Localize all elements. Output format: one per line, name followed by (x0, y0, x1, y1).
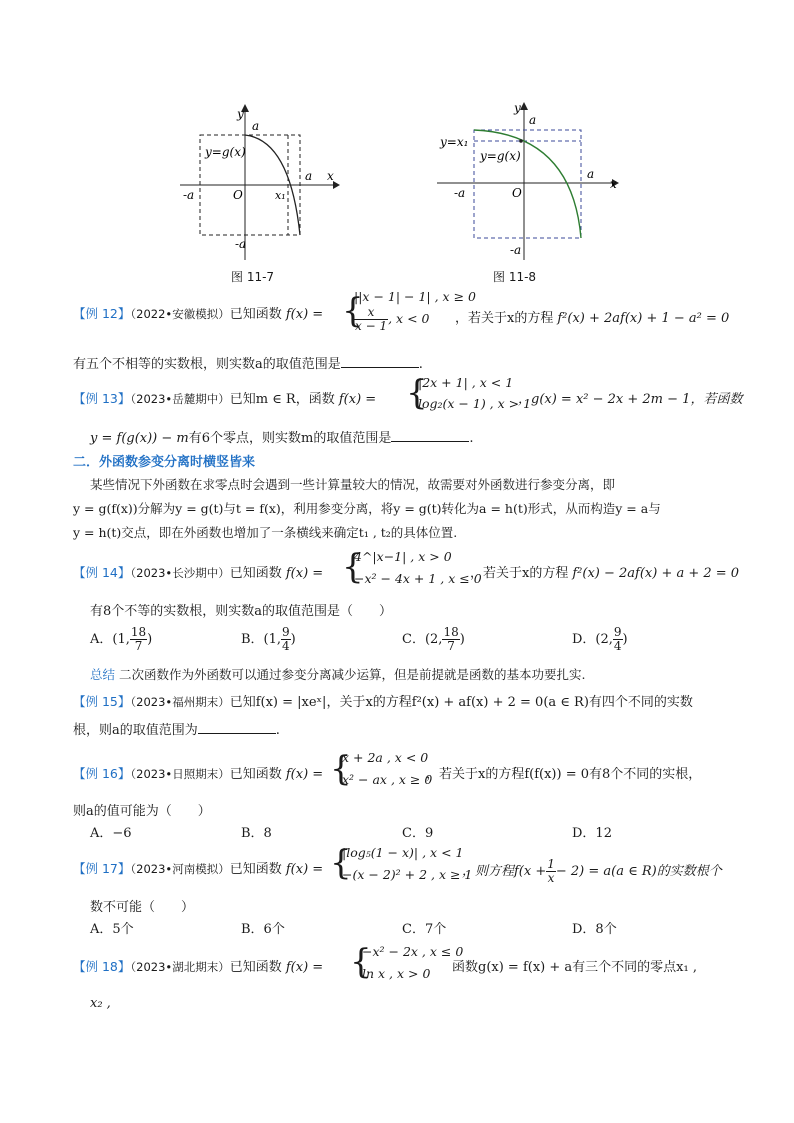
example-14-case-1: 4^|x−1| , x > 0 (354, 549, 452, 564)
example-12-line-1b (455, 307, 729, 326)
answer-blank[interactable] (391, 429, 469, 442)
example-16-tag: 【例 16】 (73, 766, 131, 781)
fig2-a-right: a (587, 167, 595, 181)
example-12-question: 有五个不相等的实数根，则实数a的取值范围是 (73, 357, 341, 372)
example-14-lead: 已知函数 (229, 566, 282, 581)
example-13-line-1: 【例 13】（2023•岳麓期中）已知m ∈ R，函数 f(x) = (73, 391, 377, 407)
section-2-title: 二．外函数参变分离时横竖皆来 (73, 455, 256, 470)
example-12-case-2-cond: , x < 0 (388, 311, 430, 326)
example-14-tag: 【例 14】 (73, 565, 131, 580)
fig1-y-label: y (237, 107, 244, 121)
option-num: 9 (282, 625, 290, 639)
option-den: 4 (282, 639, 290, 653)
example-12-lead: 已知函数 (229, 307, 282, 322)
example-17-mid-b: − 2) = a(a ∈ R)的实数根个 (555, 864, 722, 879)
option-close: ) (147, 632, 153, 647)
fig2-neg-a-bottom: -a (510, 243, 522, 257)
example-17-lead: 已知函数 (229, 862, 282, 877)
figure-11-7-caption: 图 11-7 (231, 270, 275, 284)
example-14-line-1: 【例 14】（2023•长沙期中）已知函数 f(x) = (73, 565, 324, 581)
option-close: ) (622, 632, 628, 647)
fig2-curve-label: y=g(x) (480, 149, 521, 163)
fig2-neg-a-left: -a (454, 186, 466, 200)
example-12-case-2-den: x − 1 (355, 319, 388, 333)
figure-11-7 (175, 100, 345, 275)
option-label: B．(1, (241, 632, 282, 647)
example-13-line-2 (90, 427, 474, 446)
section-2-paragraph-2: y = g(f(x))分解为y = g(t)与t = f(x)，利用参变分离，将y = g(t)转化为a = h(t)形式，从而构造y = a与 (73, 501, 661, 516)
example-18-mid: 函数g(x) = f(x) + a有三个不同的零点x₁ , (452, 960, 697, 975)
example-18-source: （2023•湖北期末） (130, 960, 230, 974)
example-17-brace: { (330, 843, 352, 883)
fig1-origin: O (233, 188, 243, 202)
fig1-curve-label: y=g(x) (205, 145, 246, 159)
example-18-line-1: 【例 18】（2023•湖北期末）已知函数 f(x) = (73, 959, 324, 975)
example-16-case-1: x + 2a , x < 0 (342, 750, 429, 765)
example-18-case-2: ln x , x > 0 (362, 966, 431, 981)
example-12-case-2-num: x (354, 306, 388, 320)
example-15-end: . (275, 723, 280, 738)
option-num: 18 (443, 625, 459, 639)
example-12-brace: { (342, 291, 364, 331)
example-14-mid: ，若关于x的方程 (470, 566, 569, 581)
example-12-case-2 (354, 306, 429, 333)
example-17-case-2: −(x − 2)² + 2 , x ≥ 1 (342, 867, 473, 882)
option-den: 7 (447, 639, 455, 653)
example-15-line-2 (73, 719, 280, 738)
example-16-option-d[interactable]: D．12 (572, 826, 612, 841)
example-18-case-1: −x² − 2x , x ≤ 0 (362, 944, 464, 959)
section-2-paragraph-1: 某些情况下外函数在求零点时会遇到一些计算量较大的情况，故需要对外函数进行参变分离，即 (90, 477, 616, 492)
example-14-option-a[interactable] (90, 626, 152, 653)
fig1-neg-a-left: -a (183, 188, 195, 202)
example-16-brace: { (330, 749, 352, 789)
example-17-option-c[interactable]: C．7个 (402, 922, 447, 937)
example-17-tag: 【例 17】 (73, 861, 131, 876)
example-17-option-d[interactable]: D．8个 (572, 922, 617, 937)
example-17-source: （2023•河南模拟） (130, 862, 230, 876)
example-17-option-a[interactable]: A．5个 (90, 922, 134, 937)
example-14-line-1b (470, 562, 739, 581)
example-14-brace: { (342, 547, 364, 587)
fig2-origin: O (512, 186, 522, 200)
example-14-line-2: 有8个不等的实数根，则实数a的取值范围是（ ） (90, 604, 393, 619)
example-12-case-1: ||x − 1| − 1| , x ≥ 0 (354, 289, 476, 304)
fig2-a-top: a (529, 113, 537, 127)
example-15-source: （2023•福州期末） (130, 695, 230, 709)
example-16-option-b[interactable]: B．8 (241, 826, 272, 841)
option-label: C．(2, (402, 632, 443, 647)
example-13-brace: { (406, 373, 428, 413)
example-13-g: ，g(x) = x² − 2x + 2m − 1，若函数 (518, 392, 743, 407)
example-13-end: . (469, 431, 474, 446)
example-13-case-2: log₂(x − 1) , x > 1 (418, 396, 532, 411)
example-16-line-2: 则a的值可能为（ ） (73, 804, 211, 819)
example-12-line-2 (73, 353, 423, 372)
example-17-line-1: 【例 17】（2023•河南模拟）已知函数 f(x) = (73, 861, 324, 877)
example-13-source: （2023•岳麓期中） (130, 392, 230, 406)
option-label: D．(2, (572, 632, 613, 647)
example-13-lead: 已知m ∈ R，函数 (229, 392, 335, 407)
example-12-mid: ，若关于x的方程 (455, 311, 554, 326)
example-14-case-2: −x² − 4x + 1 , x ≤ 0 (354, 571, 482, 586)
example-13-y: y = f(g(x)) − m (90, 431, 189, 446)
example-16-option-a[interactable]: A．−6 (90, 826, 132, 841)
example-15-tag: 【例 15】 (73, 694, 131, 709)
summary (90, 665, 585, 683)
option-close: ) (459, 632, 465, 647)
option-num: 18 (130, 625, 147, 639)
example-16-mid: ，若关于x的方程f(f(x)) = 0有8个不同的实根， (426, 767, 702, 782)
answer-blank[interactable] (198, 721, 276, 734)
answer-blank[interactable] (341, 355, 419, 368)
figure-11-8 (432, 98, 627, 273)
summary-tag: 总结 (90, 667, 116, 682)
example-17-mid-a: ，则方程f(x + (462, 864, 547, 879)
example-14-option-d[interactable] (572, 626, 628, 653)
fig1-neg-a-bottom: -a (235, 237, 247, 251)
example-12-source: （2022•安徽模拟） (130, 307, 230, 321)
example-17-frac-num: 1 (547, 857, 555, 871)
example-16-option-c[interactable]: C．9 (402, 826, 434, 841)
example-17-option-b[interactable]: B．6个 (241, 922, 285, 937)
example-12-end: . (418, 357, 423, 372)
example-14-option-b[interactable] (241, 626, 296, 653)
fig2-y-label: y (514, 101, 521, 115)
fig1-x1: x₁ (275, 189, 286, 202)
option-den: 7 (134, 639, 143, 653)
example-13-case-1: |2x + 1| , x < 1 (418, 375, 514, 390)
example-16-case-2: x² − ax , x ≥ 0 (342, 772, 433, 787)
example-12-tag: 【例 12】 (73, 306, 131, 321)
example-17-case-1: |log₅(1 − x)| , x < 1 (342, 845, 464, 860)
example-17-mid (462, 858, 722, 885)
option-close: ) (290, 632, 296, 647)
summary-text: 二次函数作为外函数可以通过参变分离减少运算，但是前提就是函数的基本功要扎实. (119, 667, 586, 682)
example-17-frac-den: x (547, 871, 555, 885)
example-18-line-2: x₂ , (90, 996, 111, 1011)
option-den: 4 (613, 639, 622, 653)
example-16-lead: 已知函数 (229, 767, 282, 782)
option-num: 9 (613, 625, 622, 639)
example-15-question: 根，则a的取值范围为 (73, 723, 198, 738)
example-16-source: （2023•日照期末） (130, 767, 230, 781)
example-13-question: 有6个零点，则实数m的取值范围是 (188, 431, 392, 446)
fig1-x-label: x (327, 169, 334, 183)
example-17-line-2: 数不可能（ ） (90, 900, 195, 915)
example-15-line-1 (73, 691, 693, 710)
example-12-line-1: 【例 12】（2022•安徽模拟）已知函数 f(x) = (73, 306, 324, 322)
fig2-hline-label: y=x₁ (440, 135, 469, 149)
figure-11-8-caption: 图 11-8 (493, 270, 537, 284)
example-18-brace: { (350, 942, 372, 982)
fig1-a-right: a (305, 169, 313, 183)
example-18-tag: 【例 18】 (73, 959, 131, 974)
example-14-equation: f²(x) − 2af(x) + a + 2 = 0 (572, 566, 740, 581)
example-12-equation: f²(x) + 2af(x) + 1 − a² = 0 (557, 311, 730, 326)
example-14-option-c[interactable] (402, 626, 465, 653)
example-18-lead: 已知函数 (229, 960, 282, 975)
example-13-tag: 【例 13】 (73, 391, 131, 406)
example-15-text: 已知f(x) = |xeˣ|，关于x的方程f²(x) + af(x) + 2 = 0(a ∈ R)有四个不同的实数 (229, 695, 693, 710)
option-label: A．(1, (90, 632, 130, 647)
fig2-x-label: x (610, 177, 617, 191)
section-2-paragraph-3: y = h(t)交点，即在外函数也增加了一条横线来确定t₁ , t₂的具体位置. (73, 525, 458, 540)
example-14-source: （2023•长沙期中） (130, 566, 230, 580)
example-16-line-1: 【例 16】（2023•日照期末）已知函数 f(x) = (73, 766, 324, 782)
fig1-a-top: a (252, 119, 260, 133)
